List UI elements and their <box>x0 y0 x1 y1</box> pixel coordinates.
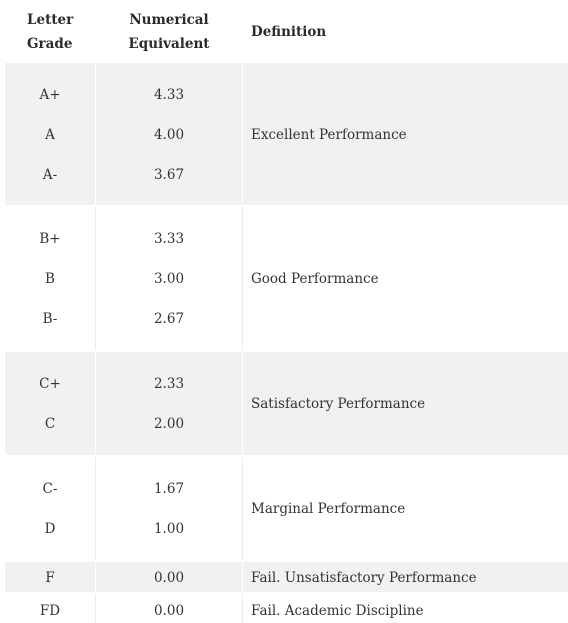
letter-grade-cell: C- <box>42 481 58 497</box>
grade-group <box>5 207 568 350</box>
letter-grade-cell: D <box>44 521 56 537</box>
header-numerical-line1: Numerical <box>129 12 209 28</box>
letter-grade-cell: FD <box>39 603 61 619</box>
column-divider <box>242 207 243 350</box>
letter-grade-cell: A <box>45 127 55 143</box>
numerical-equivalent-cell: 4.33 <box>153 87 185 103</box>
grade-group <box>5 594 568 623</box>
header-definition: Definition <box>251 24 327 40</box>
column-divider <box>242 352 243 455</box>
letter-grade-cell: B <box>45 271 55 287</box>
column-divider <box>242 63 243 205</box>
column-divider <box>242 562 243 592</box>
grade-group <box>5 562 568 592</box>
header-letter-grade-line2: Grade <box>27 36 73 52</box>
numerical-equivalent-cell: 4.00 <box>153 127 185 143</box>
definition-cell: Excellent Performance <box>251 127 407 143</box>
letter-grade-cell: A+ <box>39 87 61 103</box>
numerical-equivalent-cell: 3.33 <box>153 231 185 247</box>
numerical-equivalent-cell: 1.00 <box>153 521 185 537</box>
header-letter-grade-line1: Letter <box>27 12 74 28</box>
letter-grade-cell: F <box>45 570 55 586</box>
header-numerical-equivalent <box>96 8 242 56</box>
grade-group <box>5 457 568 560</box>
table-header <box>0 0 568 62</box>
numerical-equivalent-cell: 2.00 <box>153 416 185 432</box>
letter-grade-cell: C+ <box>39 376 61 392</box>
numerical-equivalent-cell: 3.67 <box>153 167 185 183</box>
numerical-equivalent-cell: 1.67 <box>153 481 185 497</box>
numerical-equivalent-cell: 3.00 <box>153 271 185 287</box>
column-divider <box>242 594 243 623</box>
numerical-equivalent-cell: 0.00 <box>153 570 185 586</box>
header-letter-grade <box>5 8 95 56</box>
letter-grade-cell: A- <box>42 167 58 183</box>
numerical-equivalent-cell: 2.67 <box>153 311 185 327</box>
letter-grade-cell: B- <box>42 311 58 327</box>
numerical-equivalent-cell: 2.33 <box>153 376 185 392</box>
column-divider <box>242 457 243 560</box>
definition-cell: Fail. Academic Discipline <box>251 603 424 619</box>
grade-group <box>5 352 568 455</box>
letter-grade-cell: B+ <box>39 231 61 247</box>
letter-grade-cell: C <box>44 416 56 432</box>
grade-group <box>5 63 568 205</box>
numerical-equivalent-cell: 0.00 <box>153 603 185 619</box>
header-numerical-line2: Equivalent <box>128 36 210 52</box>
column-divider <box>95 352 96 455</box>
definition-cell: Good Performance <box>251 271 379 287</box>
column-divider <box>95 457 96 560</box>
definition-cell: Marginal Performance <box>251 501 406 517</box>
definition-cell: Fail. Unsatisfactory Performance <box>251 570 477 586</box>
definition-cell: Satisfactory Performance <box>251 396 426 412</box>
